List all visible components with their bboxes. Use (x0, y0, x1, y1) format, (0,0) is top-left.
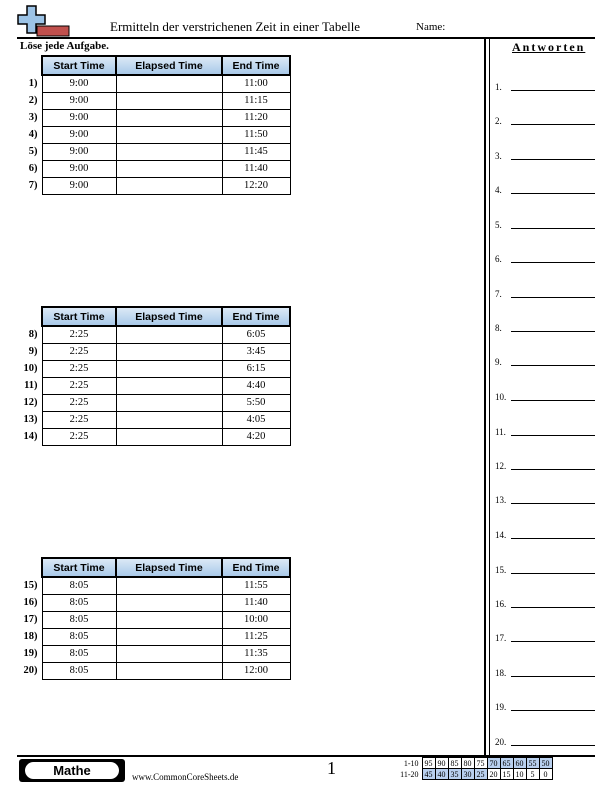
start-time: 8:05 (42, 594, 116, 611)
elapsed-time-cell[interactable] (116, 75, 222, 92)
answer-blank[interactable] (511, 90, 595, 91)
elapsed-time-cell[interactable] (116, 126, 222, 143)
score-cell: 0 (539, 769, 552, 780)
start-time: 8:05 (42, 645, 116, 662)
score-cell: 70 (487, 758, 500, 769)
end-time: 6:15 (222, 360, 290, 377)
problem-number: 4) (28, 129, 38, 140)
end-time-header: End Time (222, 558, 290, 577)
end-time: 4:05 (222, 411, 290, 428)
elapsed-time-cell[interactable] (116, 428, 222, 445)
brand-badge (19, 759, 125, 782)
score-cell: 90 (435, 758, 448, 769)
problem-set-1 (20, 55, 291, 195)
start-time: 8:05 (42, 628, 116, 645)
elapsed-time-cell[interactable] (116, 377, 222, 394)
answer-field[interactable] (495, 457, 595, 471)
score-cell: 45 (422, 769, 435, 780)
start-time: 2:25 (42, 394, 116, 411)
answer-blank[interactable] (511, 607, 595, 608)
elapsed-time-cell[interactable] (116, 662, 222, 679)
start-time: 2:25 (42, 411, 116, 428)
start-time: 9:00 (42, 92, 116, 109)
start-time-header: Start Time (42, 56, 116, 75)
answer-field[interactable] (495, 78, 595, 92)
answer-blank[interactable] (511, 435, 595, 436)
answer-number: 7. (495, 289, 502, 299)
score-cell: 40 (435, 769, 448, 780)
answer-number: 6. (495, 254, 502, 264)
elapsed-time-cell[interactable] (116, 594, 222, 611)
elapsed-time-header: Elapsed Time (116, 307, 222, 326)
instructions: Löse jede Aufgabe. (20, 40, 109, 52)
problem-set-3 (20, 557, 291, 680)
start-time: 2:25 (42, 343, 116, 360)
end-time: 4:40 (222, 377, 290, 394)
elapsed-time-cell[interactable] (116, 92, 222, 109)
problem-number: 16) (23, 597, 38, 608)
score-row (396, 758, 552, 769)
answer-blank[interactable] (511, 124, 595, 125)
name-label: Name: (416, 21, 446, 33)
end-time: 11:20 (222, 109, 290, 126)
answer-number: 20. (495, 737, 507, 747)
elapsed-time-cell[interactable] (116, 177, 222, 194)
end-time: 11:00 (222, 75, 290, 92)
answer-field[interactable] (495, 181, 595, 195)
answer-blank[interactable] (511, 297, 595, 298)
problem-table (20, 55, 291, 195)
start-time: 8:05 (42, 662, 116, 679)
num-header (20, 56, 42, 75)
table-row (20, 428, 290, 445)
problem-number: 11) (24, 380, 38, 391)
table-row (20, 577, 290, 594)
end-time: 11:35 (222, 645, 290, 662)
answer-field[interactable] (495, 216, 595, 230)
end-time: 10:00 (222, 611, 290, 628)
start-time: 9:00 (42, 109, 116, 126)
table-row (20, 662, 290, 679)
page-number: 1 (327, 758, 336, 778)
problem-number: 1) (28, 78, 38, 89)
end-time: 11:45 (222, 143, 290, 160)
answer-field[interactable] (495, 561, 595, 575)
answer-field[interactable] (495, 423, 595, 437)
problem-number: 5) (28, 146, 38, 157)
end-time-header: End Time (222, 56, 290, 75)
answer-blank[interactable] (511, 331, 595, 332)
score-cell: 30 (461, 769, 474, 780)
num-header (20, 558, 42, 577)
start-time-header: Start Time (42, 558, 116, 577)
elapsed-time-cell[interactable] (116, 160, 222, 177)
header-rule (17, 37, 595, 39)
answer-number: 11. (495, 427, 506, 437)
answer-blank[interactable] (511, 228, 595, 229)
score-cell: 75 (474, 758, 487, 769)
answer-number: 1. (495, 82, 502, 92)
elapsed-time-cell[interactable] (116, 109, 222, 126)
elapsed-time-cell[interactable] (116, 577, 222, 594)
score-row (396, 769, 552, 780)
elapsed-time-cell[interactable] (116, 628, 222, 645)
answer-number: 8. (495, 323, 502, 333)
answer-field[interactable] (495, 353, 595, 367)
answer-field[interactable] (495, 698, 595, 712)
problem-number: 15) (23, 580, 38, 591)
problem-table (20, 306, 291, 446)
problem-number: 19) (23, 648, 38, 659)
problem-number: 8) (28, 329, 38, 340)
answer-field[interactable] (495, 629, 595, 643)
problem-set-2 (20, 306, 291, 446)
answer-number: 5. (495, 220, 502, 230)
table-row (20, 143, 290, 160)
elapsed-time-cell[interactable] (116, 411, 222, 428)
brand-label: Mathe (25, 762, 119, 779)
score-range: 11-20 (400, 769, 419, 779)
end-time: 12:00 (222, 662, 290, 679)
elapsed-time-cell[interactable] (116, 360, 222, 377)
answer-number: 17. (495, 633, 507, 643)
answer-number: 14. (495, 530, 507, 540)
end-time: 11:40 (222, 594, 290, 611)
answer-blank[interactable] (511, 573, 595, 574)
elapsed-time-cell[interactable] (116, 394, 222, 411)
answer-field[interactable] (495, 285, 595, 299)
start-time: 8:05 (42, 577, 116, 594)
start-time: 2:25 (42, 326, 116, 343)
score-cell: 25 (474, 769, 487, 780)
table-row (20, 75, 290, 92)
answer-blank[interactable] (511, 503, 595, 504)
answer-number: 9. (495, 357, 502, 367)
problem-number: 12) (23, 397, 38, 408)
answer-number: 19. (495, 702, 507, 712)
answer-field[interactable] (495, 664, 595, 678)
answer-number: 4. (495, 185, 502, 195)
table-row (20, 126, 290, 143)
problem-number: 13) (23, 414, 38, 425)
problem-number: 17) (23, 614, 38, 625)
problem-number: 9) (28, 346, 38, 357)
score-cell: 15 (500, 769, 513, 780)
footer-url: www.CommonCoreSheets.de (132, 772, 239, 782)
answer-blank[interactable] (511, 710, 595, 711)
score-table (396, 757, 553, 780)
answer-number: 16. (495, 599, 507, 609)
answer-blank[interactable] (511, 469, 595, 470)
answer-blank[interactable] (511, 676, 595, 677)
answer-column-divider (484, 39, 490, 756)
end-time: 11:40 (222, 160, 290, 177)
score-range: 1-10 (403, 758, 419, 768)
answer-blank[interactable] (511, 745, 595, 746)
start-time: 9:00 (42, 177, 116, 194)
answer-blank[interactable] (511, 641, 595, 642)
table-row (20, 360, 290, 377)
problem-number: 10) (23, 363, 38, 374)
end-time: 11:25 (222, 628, 290, 645)
score-cell: 60 (513, 758, 526, 769)
table-row (20, 628, 290, 645)
answer-number: 2. (495, 116, 502, 126)
elapsed-time-header: Elapsed Time (116, 56, 222, 75)
elapsed-time-cell[interactable] (116, 326, 222, 343)
end-time: 12:20 (222, 177, 290, 194)
answer-field[interactable] (495, 147, 595, 161)
problem-table (20, 557, 291, 680)
start-time: 9:00 (42, 126, 116, 143)
score-cell: 10 (513, 769, 526, 780)
end-time: 4:20 (222, 428, 290, 445)
answers-title: Antworten (512, 40, 586, 54)
end-time: 11:15 (222, 92, 290, 109)
score-cell: 20 (487, 769, 500, 780)
answer-number: 3. (495, 151, 502, 161)
page-title: Ermitteln der verstrichenen Zeit in einer Tabelle (110, 19, 361, 34)
elapsed-time-cell[interactable] (116, 611, 222, 628)
table-row (20, 645, 290, 662)
plus-logo-icon (17, 4, 71, 38)
answer-field[interactable] (495, 491, 595, 505)
answer-blank[interactable] (511, 262, 595, 263)
answer-field[interactable] (495, 250, 595, 264)
score-cell: 95 (422, 758, 435, 769)
table-row (20, 377, 290, 394)
table-row (20, 411, 290, 428)
end-time: 3:45 (222, 343, 290, 360)
score-cell: 65 (500, 758, 513, 769)
table-row (20, 109, 290, 126)
answer-blank[interactable] (511, 365, 595, 366)
answer-field[interactable] (495, 733, 595, 747)
answer-field[interactable] (495, 595, 595, 609)
problem-number: 20) (23, 665, 38, 676)
end-time-header: End Time (222, 307, 290, 326)
table-row (20, 160, 290, 177)
problem-number: 14) (23, 431, 38, 442)
answer-number: 10. (495, 392, 507, 402)
start-time-header: Start Time (42, 307, 116, 326)
answer-blank[interactable] (511, 538, 595, 539)
end-time: 6:05 (222, 326, 290, 343)
table-row (20, 326, 290, 343)
table-row (20, 594, 290, 611)
problem-number: 3) (28, 112, 38, 123)
start-time: 9:00 (42, 160, 116, 177)
answer-blank[interactable] (511, 159, 595, 160)
elapsed-time-cell[interactable] (116, 645, 222, 662)
table-row (20, 394, 290, 411)
answer-field[interactable] (495, 319, 595, 333)
answer-number: 18. (495, 668, 507, 678)
score-cell: 5 (526, 769, 539, 780)
start-time: 9:00 (42, 75, 116, 92)
problem-number: 7) (28, 180, 38, 191)
table-row (20, 177, 290, 194)
end-time: 11:55 (222, 577, 290, 594)
start-time: 9:00 (42, 143, 116, 160)
score-cell: 35 (448, 769, 461, 780)
answer-field[interactable] (495, 388, 595, 402)
answer-number: 15. (495, 565, 507, 575)
elapsed-time-cell[interactable] (116, 343, 222, 360)
start-time: 2:25 (42, 360, 116, 377)
elapsed-time-header: Elapsed Time (116, 558, 222, 577)
elapsed-time-cell[interactable] (116, 143, 222, 160)
table-row (20, 92, 290, 109)
answer-field[interactable] (495, 112, 595, 126)
table-row (20, 611, 290, 628)
problem-number: 6) (28, 163, 38, 174)
score-cell: 50 (539, 758, 552, 769)
score-cell: 55 (526, 758, 539, 769)
answer-number: 13. (495, 495, 507, 505)
answer-blank[interactable] (511, 400, 595, 401)
answer-blank[interactable] (511, 193, 595, 194)
problem-number: 2) (28, 95, 38, 106)
start-time: 8:05 (42, 611, 116, 628)
score-cell: 85 (448, 758, 461, 769)
start-time: 2:25 (42, 428, 116, 445)
answer-number: 12. (495, 461, 507, 471)
num-header (20, 307, 42, 326)
end-time: 11:50 (222, 126, 290, 143)
table-row (20, 343, 290, 360)
answer-field[interactable] (495, 526, 595, 540)
start-time: 2:25 (42, 377, 116, 394)
end-time: 5:50 (222, 394, 290, 411)
score-cell: 80 (461, 758, 474, 769)
problem-number: 18) (23, 631, 38, 642)
